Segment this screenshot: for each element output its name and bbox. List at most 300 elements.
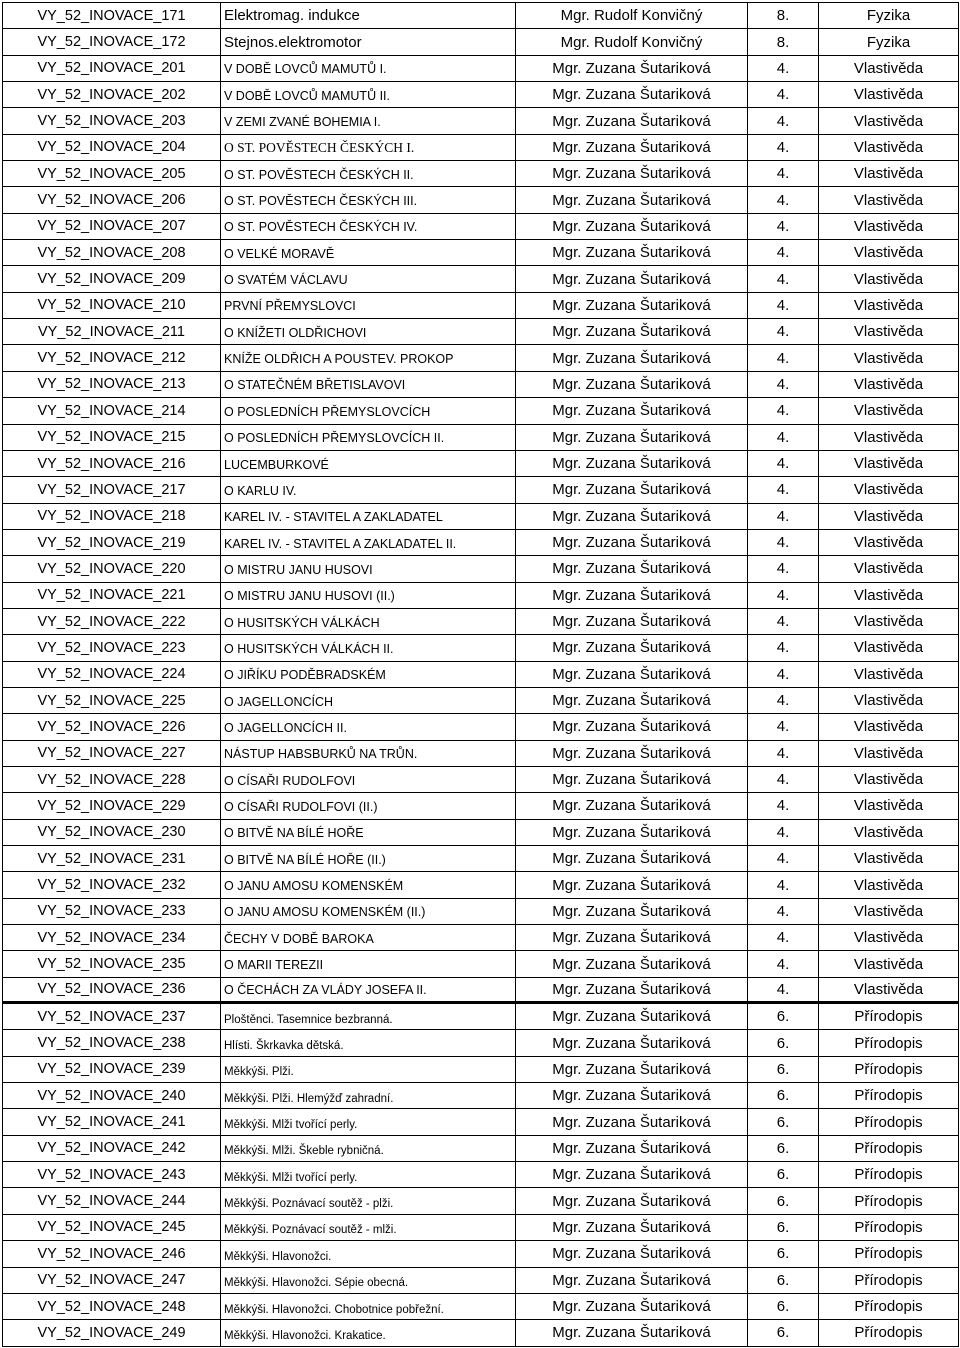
table-row bbox=[3, 635, 959, 661]
table-row bbox=[3, 477, 959, 503]
title-cell: Měkkýši. Mlži. Škeble rybničná. bbox=[221, 1136, 516, 1161]
table-row bbox=[3, 767, 959, 793]
table-row bbox=[3, 266, 959, 292]
subject-cell: Vlastivěda bbox=[819, 345, 959, 370]
grade-cell: 4. bbox=[748, 899, 819, 924]
author-cell: Mgr. Zuzana Šutariková bbox=[516, 583, 748, 608]
title-cell: O BITVĚ NA BÍLÉ HOŘE bbox=[221, 820, 516, 845]
code-cell: VY_52_INOVACE_203 bbox=[3, 108, 221, 133]
title-cell: V DOBĚ LOVCŮ MAMUTŮ I. bbox=[221, 56, 516, 81]
author-cell: Mgr. Zuzana Šutariková bbox=[516, 635, 748, 660]
code-cell: VY_52_INOVACE_247 bbox=[3, 1268, 221, 1293]
title-cell: Stejnos.elektromotor bbox=[221, 29, 516, 54]
table-row bbox=[3, 240, 959, 266]
title-cell: Měkkýši. Hlavonožci. Sépie obecná. bbox=[221, 1268, 516, 1293]
grade-cell: 4. bbox=[748, 240, 819, 265]
subject-cell: Vlastivěda bbox=[819, 293, 959, 318]
title-cell: Měkkýši. Mlži tvořící perly. bbox=[221, 1162, 516, 1187]
table-row bbox=[3, 425, 959, 451]
title-cell: O JAGELLONCÍCH II. bbox=[221, 714, 516, 739]
subject-cell: Přírodopis bbox=[819, 1083, 959, 1108]
table-row bbox=[3, 372, 959, 398]
grade-cell: 6. bbox=[748, 1268, 819, 1293]
author-cell: Mgr. Zuzana Šutariková bbox=[516, 1162, 748, 1187]
grade-cell: 4. bbox=[748, 372, 819, 397]
grade-cell: 6. bbox=[748, 1030, 819, 1055]
author-cell: Mgr. Zuzana Šutariková bbox=[516, 1294, 748, 1319]
table-row bbox=[3, 1294, 959, 1320]
code-cell: VY_52_INOVACE_229 bbox=[3, 793, 221, 818]
subject-cell: Přírodopis bbox=[819, 1268, 959, 1293]
subject-cell: Vlastivěda bbox=[819, 240, 959, 265]
title-cell: KNÍŽE OLDŘICH A POUSTEV. PROKOP bbox=[221, 345, 516, 370]
code-cell: VY_52_INOVACE_246 bbox=[3, 1241, 221, 1266]
code-cell: VY_52_INOVACE_212 bbox=[3, 345, 221, 370]
table-row bbox=[3, 3, 959, 29]
author-cell: Mgr. Zuzana Šutariková bbox=[516, 372, 748, 397]
subject-cell: Přírodopis bbox=[819, 1057, 959, 1082]
code-cell: VY_52_INOVACE_242 bbox=[3, 1136, 221, 1161]
grade-cell: 6. bbox=[748, 1294, 819, 1319]
grade-cell: 4. bbox=[748, 951, 819, 976]
subject-cell: Vlastivěda bbox=[819, 925, 959, 950]
grade-cell: 4. bbox=[748, 872, 819, 897]
author-cell: Mgr. Zuzana Šutariková bbox=[516, 187, 748, 212]
grade-cell: 4. bbox=[748, 345, 819, 370]
subject-cell: Přírodopis bbox=[819, 1320, 959, 1345]
grade-cell: 4. bbox=[748, 398, 819, 423]
author-cell: Mgr. Zuzana Šutariková bbox=[516, 504, 748, 529]
title-cell: V DOBĚ LOVCŮ MAMUTŮ II. bbox=[221, 82, 516, 107]
table-row bbox=[3, 530, 959, 556]
grade-cell: 4. bbox=[748, 451, 819, 476]
table-row bbox=[3, 293, 959, 319]
code-cell: VY_52_INOVACE_223 bbox=[3, 635, 221, 660]
author-cell: Mgr. Zuzana Šutariková bbox=[516, 846, 748, 871]
grade-cell: 6. bbox=[748, 1004, 819, 1029]
title-cell: O ST. POVĚSTECH ČESKÝCH II. bbox=[221, 161, 516, 186]
code-cell: VY_52_INOVACE_219 bbox=[3, 530, 221, 555]
code-cell: VY_52_INOVACE_208 bbox=[3, 240, 221, 265]
author-cell: Mgr. Zuzana Šutariková bbox=[516, 793, 748, 818]
table-row bbox=[3, 187, 959, 213]
grade-cell: 6. bbox=[748, 1188, 819, 1213]
subject-cell: Vlastivěda bbox=[819, 372, 959, 397]
title-cell: ČECHY V DOBĚ BAROKA bbox=[221, 925, 516, 950]
subject-cell: Vlastivěda bbox=[819, 741, 959, 766]
grade-cell: 4. bbox=[748, 530, 819, 555]
table-row bbox=[3, 345, 959, 371]
author-cell: Mgr. Zuzana Šutariková bbox=[516, 899, 748, 924]
code-cell: VY_52_INOVACE_211 bbox=[3, 319, 221, 344]
subject-cell: Vlastivěda bbox=[819, 161, 959, 186]
table-row bbox=[3, 1136, 959, 1162]
grade-cell: 4. bbox=[748, 741, 819, 766]
title-cell: Měkkýši. Hlavonožci. bbox=[221, 1241, 516, 1266]
author-cell: Mgr. Zuzana Šutariková bbox=[516, 530, 748, 555]
code-cell: VY_52_INOVACE_172 bbox=[3, 29, 221, 54]
code-cell: VY_52_INOVACE_236 bbox=[3, 978, 221, 1001]
subject-cell: Vlastivěda bbox=[819, 477, 959, 502]
author-cell: Mgr. Zuzana Šutariková bbox=[516, 1320, 748, 1345]
author-cell: Mgr. Zuzana Šutariková bbox=[516, 161, 748, 186]
code-cell: VY_52_INOVACE_233 bbox=[3, 899, 221, 924]
author-cell: Mgr. Zuzana Šutariková bbox=[516, 1188, 748, 1213]
code-cell: VY_52_INOVACE_205 bbox=[3, 161, 221, 186]
grade-cell: 4. bbox=[748, 978, 819, 1001]
code-cell: VY_52_INOVACE_225 bbox=[3, 688, 221, 713]
table-row bbox=[3, 793, 959, 819]
grade-cell: 4. bbox=[748, 82, 819, 107]
subject-cell: Přírodopis bbox=[819, 1294, 959, 1319]
author-cell: Mgr. Zuzana Šutariková bbox=[516, 345, 748, 370]
code-cell: VY_52_INOVACE_249 bbox=[3, 1320, 221, 1345]
title-cell: LUCEMBURKOVÉ bbox=[221, 451, 516, 476]
subject-cell: Přírodopis bbox=[819, 1241, 959, 1266]
title-cell: O CÍSAŘI RUDOLFOVI (II.) bbox=[221, 793, 516, 818]
author-cell: Mgr. Zuzana Šutariková bbox=[516, 1109, 748, 1134]
title-cell: O ST. POVĚSTECH ČESKÝCH IV. bbox=[221, 214, 516, 239]
subject-cell: Vlastivěda bbox=[819, 135, 959, 160]
grade-cell: 4. bbox=[748, 214, 819, 239]
author-cell: Mgr. Zuzana Šutariková bbox=[516, 451, 748, 476]
subject-cell: Vlastivěda bbox=[819, 978, 959, 1001]
grade-cell: 4. bbox=[748, 820, 819, 845]
code-cell: VY_52_INOVACE_206 bbox=[3, 187, 221, 212]
code-cell: VY_52_INOVACE_243 bbox=[3, 1162, 221, 1187]
table-row bbox=[3, 161, 959, 187]
code-cell: VY_52_INOVACE_226 bbox=[3, 714, 221, 739]
title-cell: O JANU AMOSU KOMENSKÉM (II.) bbox=[221, 899, 516, 924]
grade-cell: 4. bbox=[748, 688, 819, 713]
title-cell: O ST. POVĚSTECH ČESKÝCH III. bbox=[221, 187, 516, 212]
code-cell: VY_52_INOVACE_220 bbox=[3, 556, 221, 581]
author-cell: Mgr. Zuzana Šutariková bbox=[516, 1057, 748, 1082]
grade-cell: 6. bbox=[748, 1083, 819, 1108]
subject-cell: Vlastivěda bbox=[819, 398, 959, 423]
subject-cell: Přírodopis bbox=[819, 1030, 959, 1055]
subject-cell: Vlastivěda bbox=[819, 793, 959, 818]
grade-cell: 8. bbox=[748, 3, 819, 28]
grade-cell: 4. bbox=[748, 504, 819, 529]
author-cell: Mgr. Zuzana Šutariková bbox=[516, 556, 748, 581]
title-cell: Měkkýši. Plži. Hlemýžď zahradní. bbox=[221, 1083, 516, 1108]
subject-cell: Přírodopis bbox=[819, 1188, 959, 1213]
author-cell: Mgr. Rudolf Konvičný bbox=[516, 29, 748, 54]
title-cell: O STATEČNÉM BŘETISLAVOVI bbox=[221, 372, 516, 397]
author-cell: Mgr. Zuzana Šutariková bbox=[516, 1136, 748, 1161]
author-cell: Mgr. Zuzana Šutariková bbox=[516, 951, 748, 976]
grade-cell: 8. bbox=[748, 29, 819, 54]
code-cell: VY_52_INOVACE_230 bbox=[3, 820, 221, 845]
author-cell: Mgr. Rudolf Konvičný bbox=[516, 3, 748, 28]
code-cell: VY_52_INOVACE_248 bbox=[3, 1294, 221, 1319]
subject-cell: Vlastivěda bbox=[819, 214, 959, 239]
subject-cell: Vlastivěda bbox=[819, 662, 959, 687]
title-cell: Ploštěnci. Tasemnice bezbranná. bbox=[221, 1004, 516, 1029]
grade-cell: 4. bbox=[748, 477, 819, 502]
table-row bbox=[3, 29, 959, 55]
author-cell: Mgr. Zuzana Šutariková bbox=[516, 56, 748, 81]
table-row bbox=[3, 56, 959, 82]
title-cell: Měkkýši. Plži. bbox=[221, 1057, 516, 1082]
table-row bbox=[3, 1241, 959, 1267]
code-cell: VY_52_INOVACE_213 bbox=[3, 372, 221, 397]
grade-cell: 4. bbox=[748, 662, 819, 687]
table-row bbox=[3, 108, 959, 134]
code-cell: VY_52_INOVACE_240 bbox=[3, 1083, 221, 1108]
table-row bbox=[3, 1320, 959, 1346]
grade-cell: 4. bbox=[748, 846, 819, 871]
subject-cell: Vlastivěda bbox=[819, 530, 959, 555]
subject-cell: Přírodopis bbox=[819, 1136, 959, 1161]
code-cell: VY_52_INOVACE_201 bbox=[3, 56, 221, 81]
grade-cell: 4. bbox=[748, 135, 819, 160]
author-cell: Mgr. Zuzana Šutariková bbox=[516, 398, 748, 423]
code-cell: VY_52_INOVACE_245 bbox=[3, 1215, 221, 1240]
title-cell: Měkkýši. Hlavonožci. Krakatice. bbox=[221, 1320, 516, 1345]
title-cell: Elektromag. indukce bbox=[221, 3, 516, 28]
title-cell: NÁSTUP HABSBURKŮ NA TRŮN. bbox=[221, 741, 516, 766]
author-cell: Mgr. Zuzana Šutariková bbox=[516, 214, 748, 239]
table-row bbox=[3, 662, 959, 688]
author-cell: Mgr. Zuzana Šutariková bbox=[516, 609, 748, 634]
grade-cell: 4. bbox=[748, 108, 819, 133]
author-cell: Mgr. Zuzana Šutariková bbox=[516, 1083, 748, 1108]
subject-cell: Vlastivěda bbox=[819, 714, 959, 739]
grade-cell: 4. bbox=[748, 319, 819, 344]
grade-cell: 4. bbox=[748, 925, 819, 950]
title-cell: O JANU AMOSU KOMENSKÉM bbox=[221, 872, 516, 897]
subject-cell: Vlastivěda bbox=[819, 846, 959, 871]
code-cell: VY_52_INOVACE_210 bbox=[3, 293, 221, 318]
table-row bbox=[3, 688, 959, 714]
subject-cell: Vlastivěda bbox=[819, 635, 959, 660]
code-cell: VY_52_INOVACE_171 bbox=[3, 3, 221, 28]
title-cell: O JAGELLONCÍCH bbox=[221, 688, 516, 713]
title-cell: O JIŘÍKU PODĚBRADSKÉM bbox=[221, 662, 516, 687]
subject-cell: Přírodopis bbox=[819, 1162, 959, 1187]
code-cell: VY_52_INOVACE_222 bbox=[3, 609, 221, 634]
subject-cell: Vlastivěda bbox=[819, 319, 959, 344]
title-cell: O KARLU IV. bbox=[221, 477, 516, 502]
title-cell: O VELKÉ MORAVĚ bbox=[221, 240, 516, 265]
subject-cell: Vlastivěda bbox=[819, 556, 959, 581]
grade-cell: 4. bbox=[748, 161, 819, 186]
code-cell: VY_52_INOVACE_204 bbox=[3, 135, 221, 160]
table-row bbox=[3, 872, 959, 898]
title-cell: O SVATÉM VÁCLAVU bbox=[221, 266, 516, 291]
table-row bbox=[3, 1083, 959, 1109]
subject-cell: Přírodopis bbox=[819, 1004, 959, 1029]
materials-table bbox=[2, 2, 959, 1347]
title-cell: Hlísti. Škrkavka dětská. bbox=[221, 1030, 516, 1055]
grade-cell: 6. bbox=[748, 1320, 819, 1345]
table-row bbox=[3, 714, 959, 740]
table-row bbox=[3, 741, 959, 767]
table-row bbox=[3, 609, 959, 635]
code-cell: VY_52_INOVACE_202 bbox=[3, 82, 221, 107]
code-cell: VY_52_INOVACE_224 bbox=[3, 662, 221, 687]
grade-cell: 4. bbox=[748, 556, 819, 581]
table-row bbox=[3, 1215, 959, 1241]
author-cell: Mgr. Zuzana Šutariková bbox=[516, 662, 748, 687]
table-row bbox=[3, 951, 959, 977]
subject-cell: Vlastivěda bbox=[819, 425, 959, 450]
code-cell: VY_52_INOVACE_228 bbox=[3, 767, 221, 792]
table-row bbox=[3, 1188, 959, 1214]
table-row bbox=[3, 1268, 959, 1294]
code-cell: VY_52_INOVACE_244 bbox=[3, 1188, 221, 1213]
title-cell: O POSLEDNÍCH PŘEMYSLOVCÍCH II. bbox=[221, 425, 516, 450]
author-cell: Mgr. Zuzana Šutariková bbox=[516, 1004, 748, 1029]
title-cell: O KNÍŽETI OLDŘICHOVI bbox=[221, 319, 516, 344]
table-row bbox=[3, 451, 959, 477]
author-cell: Mgr. Zuzana Šutariková bbox=[516, 425, 748, 450]
title-cell: O MISTRU JANU HUSOVI bbox=[221, 556, 516, 581]
title-cell: Měkkýši. Poznávací soutěž - mlži. bbox=[221, 1215, 516, 1240]
author-cell: Mgr. Zuzana Šutariková bbox=[516, 872, 748, 897]
table-row bbox=[3, 1004, 959, 1030]
author-cell: Mgr. Zuzana Šutariková bbox=[516, 978, 748, 1001]
subject-cell: Vlastivěda bbox=[819, 108, 959, 133]
subject-cell: Vlastivěda bbox=[819, 451, 959, 476]
table-row bbox=[3, 1162, 959, 1188]
author-cell: Mgr. Zuzana Šutariková bbox=[516, 293, 748, 318]
title-cell: O BITVĚ NA BÍLÉ HOŘE (II.) bbox=[221, 846, 516, 871]
grade-cell: 6. bbox=[748, 1136, 819, 1161]
code-cell: VY_52_INOVACE_214 bbox=[3, 398, 221, 423]
author-cell: Mgr. Zuzana Šutariková bbox=[516, 925, 748, 950]
title-cell: KAREL IV. - STAVITEL A ZAKLADATEL bbox=[221, 504, 516, 529]
grade-cell: 6. bbox=[748, 1057, 819, 1082]
author-cell: Mgr. Zuzana Šutariková bbox=[516, 767, 748, 792]
code-cell: VY_52_INOVACE_227 bbox=[3, 741, 221, 766]
table-row bbox=[3, 583, 959, 609]
subject-cell: Vlastivěda bbox=[819, 609, 959, 634]
subject-cell: Vlastivěda bbox=[819, 767, 959, 792]
subject-cell: Přírodopis bbox=[819, 1109, 959, 1134]
code-cell: VY_52_INOVACE_209 bbox=[3, 266, 221, 291]
grade-cell: 4. bbox=[748, 293, 819, 318]
title-cell: O MISTRU JANU HUSOVI (II.) bbox=[221, 583, 516, 608]
subject-cell: Vlastivěda bbox=[819, 951, 959, 976]
author-cell: Mgr. Zuzana Šutariková bbox=[516, 741, 748, 766]
table-row bbox=[3, 135, 959, 161]
title-cell: O CÍSAŘI RUDOLFOVI bbox=[221, 767, 516, 792]
subject-cell: Vlastivěda bbox=[819, 688, 959, 713]
table-row bbox=[3, 846, 959, 872]
subject-cell: Vlastivěda bbox=[819, 820, 959, 845]
grade-cell: 6. bbox=[748, 1109, 819, 1134]
grade-cell: 4. bbox=[748, 714, 819, 739]
author-cell: Mgr. Zuzana Šutariková bbox=[516, 1241, 748, 1266]
code-cell: VY_52_INOVACE_237 bbox=[3, 1004, 221, 1029]
code-cell: VY_52_INOVACE_232 bbox=[3, 872, 221, 897]
author-cell: Mgr. Zuzana Šutariková bbox=[516, 108, 748, 133]
code-cell: VY_52_INOVACE_241 bbox=[3, 1109, 221, 1134]
grade-cell: 4. bbox=[748, 425, 819, 450]
table-row bbox=[3, 978, 959, 1004]
title-cell: Měkkýši. Mlži tvořící perly. bbox=[221, 1109, 516, 1134]
table-row bbox=[3, 504, 959, 530]
subject-cell: Přírodopis bbox=[819, 1215, 959, 1240]
table-row bbox=[3, 214, 959, 240]
code-cell: VY_52_INOVACE_239 bbox=[3, 1057, 221, 1082]
title-cell: O POSLEDNÍCH PŘEMYSLOVCÍCH bbox=[221, 398, 516, 423]
grade-cell: 4. bbox=[748, 793, 819, 818]
code-cell: VY_52_INOVACE_235 bbox=[3, 951, 221, 976]
title-cell: KAREL IV. - STAVITEL A ZAKLADATEL II. bbox=[221, 530, 516, 555]
author-cell: Mgr. Zuzana Šutariková bbox=[516, 714, 748, 739]
author-cell: Mgr. Zuzana Šutariková bbox=[516, 820, 748, 845]
author-cell: Mgr. Zuzana Šutariková bbox=[516, 1268, 748, 1293]
code-cell: VY_52_INOVACE_221 bbox=[3, 583, 221, 608]
grade-cell: 4. bbox=[748, 56, 819, 81]
code-cell: VY_52_INOVACE_216 bbox=[3, 451, 221, 476]
author-cell: Mgr. Zuzana Šutariková bbox=[516, 266, 748, 291]
author-cell: Mgr. Zuzana Šutariková bbox=[516, 319, 748, 344]
subject-cell: Fyzika bbox=[819, 3, 959, 28]
table-row bbox=[3, 1109, 959, 1135]
grade-cell: 4. bbox=[748, 609, 819, 634]
table-row bbox=[3, 398, 959, 424]
subject-cell: Vlastivěda bbox=[819, 899, 959, 924]
title-cell: V ZEMI ZVANÉ BOHEMIA I. bbox=[221, 108, 516, 133]
title-cell: O ČECHÁCH ZA VLÁDY JOSEFA II. bbox=[221, 978, 516, 1001]
subject-cell: Vlastivěda bbox=[819, 504, 959, 529]
code-cell: VY_52_INOVACE_238 bbox=[3, 1030, 221, 1055]
author-cell: Mgr. Zuzana Šutariková bbox=[516, 477, 748, 502]
subject-cell: Vlastivěda bbox=[819, 56, 959, 81]
table-row bbox=[3, 820, 959, 846]
title-cell: PRVNÍ PŘEMYSLOVCI bbox=[221, 293, 516, 318]
title-cell: Měkkýši. Poznávací soutěž - plži. bbox=[221, 1188, 516, 1213]
grade-cell: 4. bbox=[748, 187, 819, 212]
grade-cell: 6. bbox=[748, 1241, 819, 1266]
code-cell: VY_52_INOVACE_218 bbox=[3, 504, 221, 529]
title-cell: O ST. POVĚSTECH ČESKÝCH I. bbox=[221, 135, 516, 160]
author-cell: Mgr. Zuzana Šutariková bbox=[516, 135, 748, 160]
table-row bbox=[3, 82, 959, 108]
subject-cell: Vlastivěda bbox=[819, 266, 959, 291]
title-cell: Měkkýši. Hlavonožci. Chobotnice pobřežní. bbox=[221, 1294, 516, 1319]
title-cell: O MARII TEREZII bbox=[221, 951, 516, 976]
code-cell: VY_52_INOVACE_217 bbox=[3, 477, 221, 502]
grade-cell: 4. bbox=[748, 583, 819, 608]
grade-cell: 6. bbox=[748, 1215, 819, 1240]
grade-cell: 4. bbox=[748, 635, 819, 660]
author-cell: Mgr. Zuzana Šutariková bbox=[516, 1030, 748, 1055]
title-cell: O HUSITSKÝCH VÁLKÁCH bbox=[221, 609, 516, 634]
author-cell: Mgr. Zuzana Šutariková bbox=[516, 82, 748, 107]
code-cell: VY_52_INOVACE_215 bbox=[3, 425, 221, 450]
table-row bbox=[3, 556, 959, 582]
author-cell: Mgr. Zuzana Šutariková bbox=[516, 1215, 748, 1240]
code-cell: VY_52_INOVACE_207 bbox=[3, 214, 221, 239]
table-row bbox=[3, 925, 959, 951]
subject-cell: Fyzika bbox=[819, 29, 959, 54]
code-cell: VY_52_INOVACE_231 bbox=[3, 846, 221, 871]
subject-cell: Vlastivěda bbox=[819, 187, 959, 212]
subject-cell: Vlastivěda bbox=[819, 82, 959, 107]
code-cell: VY_52_INOVACE_234 bbox=[3, 925, 221, 950]
subject-cell: Vlastivěda bbox=[819, 872, 959, 897]
subject-cell: Vlastivěda bbox=[819, 583, 959, 608]
author-cell: Mgr. Zuzana Šutariková bbox=[516, 688, 748, 713]
grade-cell: 4. bbox=[748, 767, 819, 792]
table-row bbox=[3, 899, 959, 925]
